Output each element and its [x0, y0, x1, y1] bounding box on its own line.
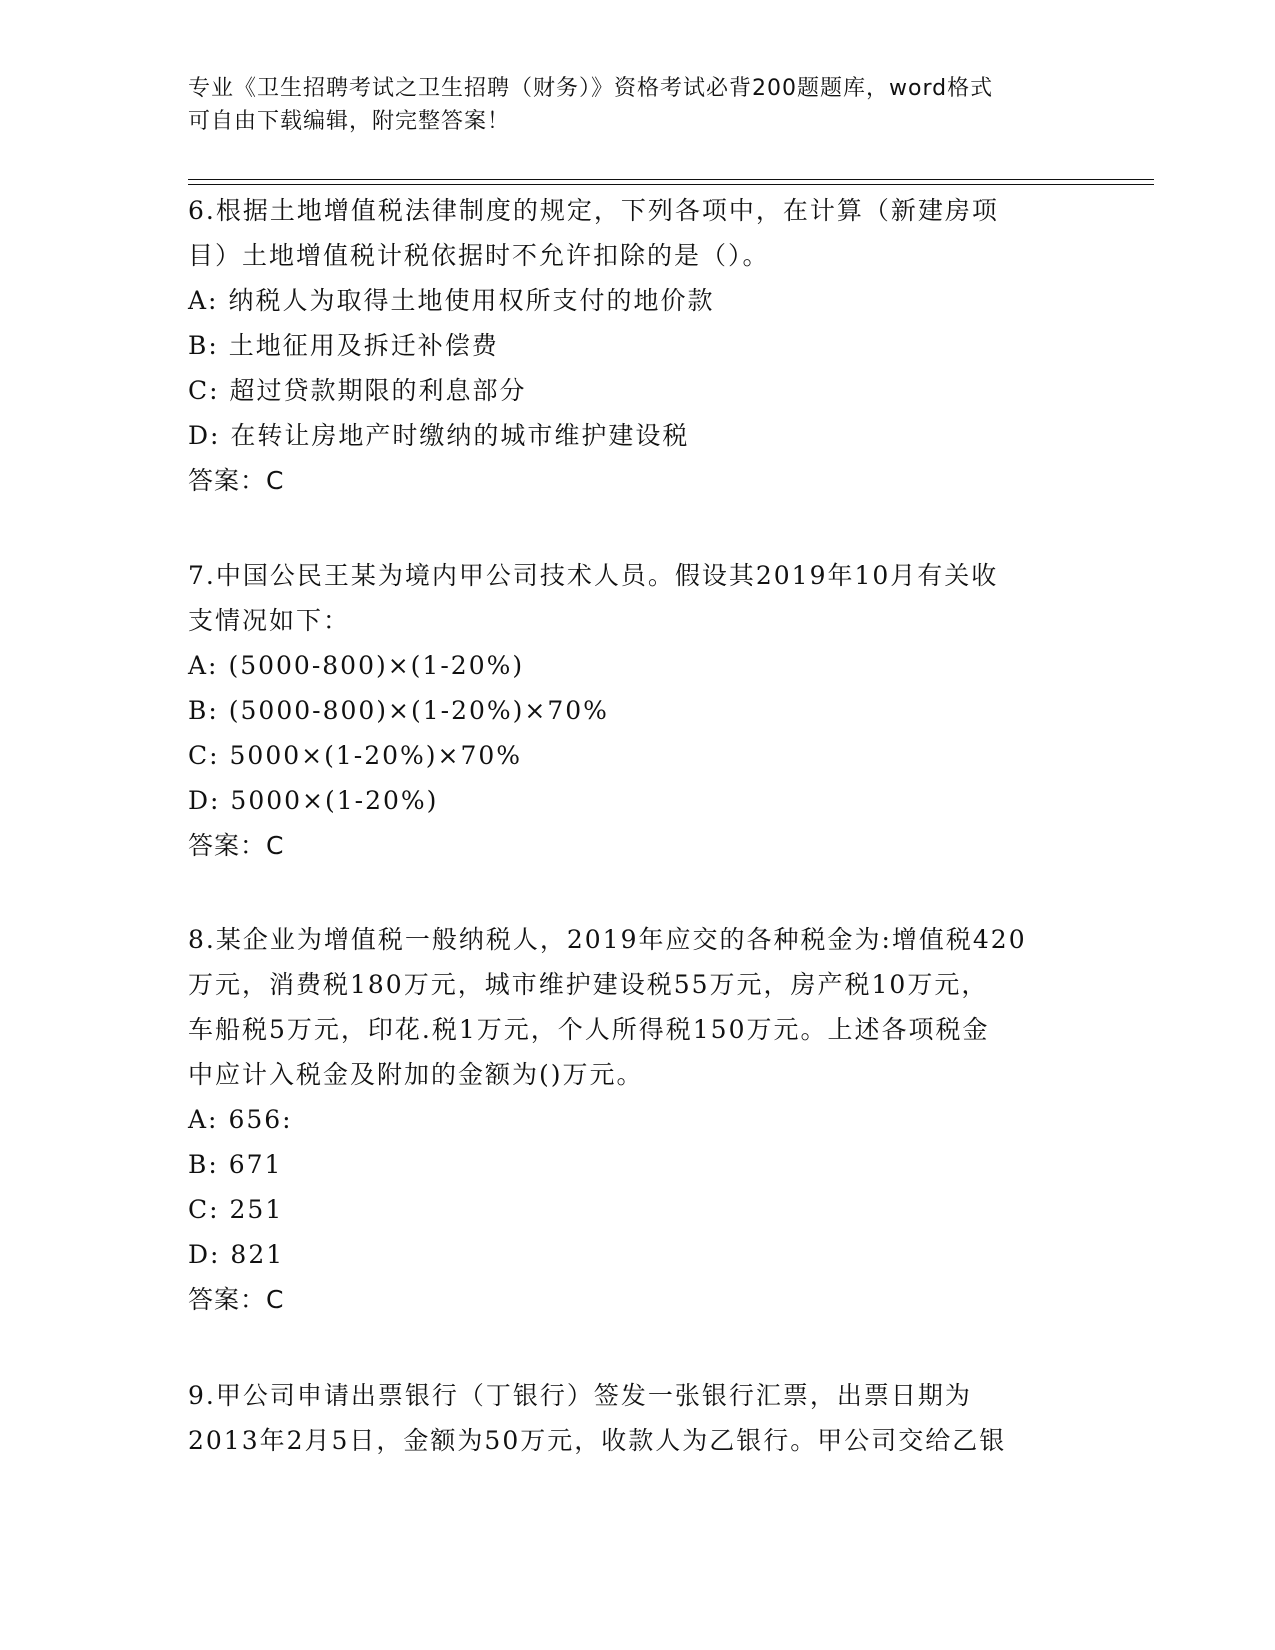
question-stem-line: 8.某企业为增值税一般纳税人，2019年应交的各种税金为:增值税420	[188, 925, 1027, 954]
option-key: D:	[188, 786, 221, 815]
option-text: 5000×(1-20%)×70%	[229, 741, 523, 770]
option-text: (5000-800)×(1-20%)	[228, 651, 525, 680]
option-key: B:	[188, 1150, 219, 1179]
option-text: 656:	[228, 1105, 293, 1134]
option-text: 821	[230, 1240, 285, 1269]
question-7	[188, 553, 1088, 868]
option-key: D:	[188, 421, 221, 450]
question-8	[188, 917, 1088, 1322]
option-key: A:	[188, 1105, 219, 1134]
option-key: A:	[188, 651, 219, 680]
question-stem-line: 万元，消费税180万元，城市维护建设税55万元，房产税10万元，	[188, 970, 989, 999]
option-key: D:	[188, 1240, 221, 1269]
answer-line: 答案：C	[188, 1285, 285, 1314]
option-text: 在转让房地产时缴纳的城市维护建设税	[230, 421, 690, 450]
question-stem-line: 7.中国公民王某为境内甲公司技术人员。假设其2019年10月有关收	[188, 561, 999, 590]
option-a	[188, 643, 1088, 688]
option-text: 251	[229, 1195, 284, 1224]
option-b	[188, 688, 1088, 733]
option-text: 纳税人为取得土地使用权所支付的地价款	[228, 286, 715, 315]
document-header	[188, 72, 1068, 138]
option-a	[188, 278, 1088, 323]
option-a	[188, 1097, 1088, 1142]
option-c	[188, 368, 1088, 413]
option-key: A:	[188, 286, 219, 315]
question-stem-line: 支情况如下：	[188, 606, 351, 635]
option-text: 671	[228, 1150, 283, 1179]
question-stem-line: 6.根据土地增值税法律制度的规定，下列各项中，在计算（新建房项	[188, 196, 999, 225]
header-line-1: 专业《卫生招聘考试之卫生招聘（财务）》资格考试必背200题题库，word格式	[188, 76, 994, 101]
header-divider-top	[188, 179, 1154, 180]
question-stem-line: 目）土地增值税计税依据时不允许扣除的是（）。	[188, 241, 770, 270]
header-line-2: 可自由下载编辑，附完整答案！	[188, 109, 511, 134]
option-b	[188, 1142, 1088, 1187]
question-9	[188, 1373, 1088, 1463]
option-c	[188, 733, 1088, 778]
question-6	[188, 188, 1088, 503]
question-stem-line: 9.甲公司申请出票银行（丁银行）签发一张银行汇票，出票日期为	[188, 1381, 972, 1410]
question-stem-line: 2013年2月5日，金额为50万元，收款人为乙银行。甲公司交给乙银	[188, 1426, 1007, 1455]
option-b	[188, 323, 1088, 368]
question-stem-line: 中应计入税金及附加的金额为()万元。	[188, 1060, 644, 1089]
option-d	[188, 1232, 1088, 1277]
answer-line: 答案：C	[188, 831, 285, 860]
option-text: (5000-800)×(1-20%)×70%	[228, 696, 609, 725]
option-d	[188, 778, 1088, 823]
question-stem-line: 车船税5万元，印花.税1万元，个人所得税150万元。上述各项税金	[188, 1015, 990, 1044]
option-text: 5000×(1-20%)	[230, 786, 439, 815]
answer-line: 答案：C	[188, 466, 285, 495]
option-key: C:	[188, 741, 220, 770]
option-d	[188, 413, 1088, 458]
option-text: 土地征用及拆迁补偿费	[228, 331, 499, 360]
option-key: C:	[188, 1195, 220, 1224]
option-key: B:	[188, 696, 219, 725]
option-key: B:	[188, 331, 219, 360]
header-divider-bottom	[188, 184, 1154, 185]
option-key: C:	[188, 376, 220, 405]
option-c	[188, 1187, 1088, 1232]
option-text: 超过贷款期限的利息部分	[229, 376, 527, 405]
